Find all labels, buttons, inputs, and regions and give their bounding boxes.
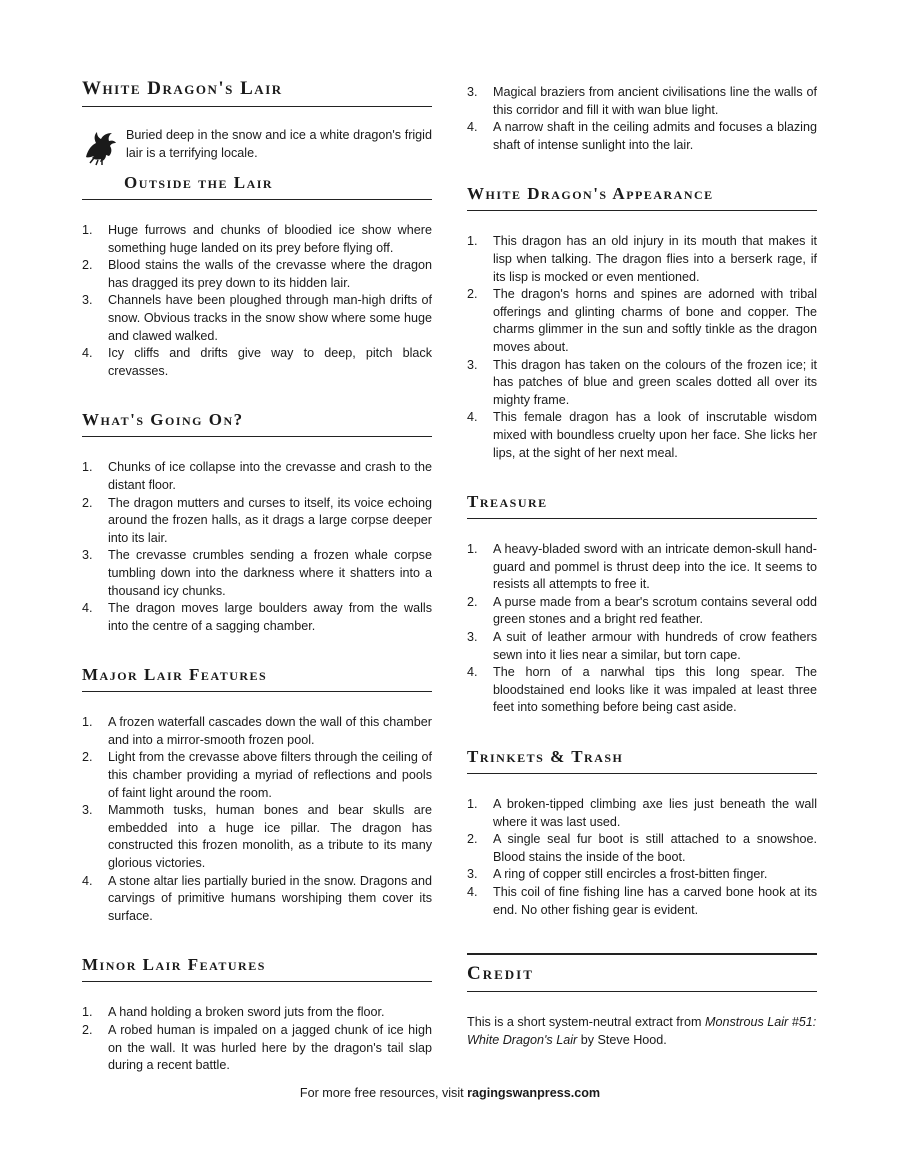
left-column — [82, 78, 432, 1075]
appearance-heading: White Dragon's Appearance — [467, 184, 817, 211]
list-item: 2. Light from the crevasse above filters through the ceiling of this chamber providing a myriad of reflections and pools of faint light around the room. — [82, 750, 432, 800]
footer-link[interactable]: ragingswanpress.com — [467, 1086, 601, 1100]
minor-lair-features-list — [82, 1004, 432, 1074]
major-lair-features-list — [82, 714, 432, 925]
list-item: 2. Blood stains the walls of the crevasse where the dragon has dragged its prey down to its hidden lair. — [82, 258, 432, 290]
list-item: 1. A heavy-bladed sword with an intricate demon-skull hand-guard and pommel is thrust deep into the ice. It seems to resists all attempts to free it. — [467, 542, 817, 592]
list-item: 1. This dragon has an old injury in its mouth that makes it lisp when talking. The dragon flies into a berserk rage, if its lisp is mocked or even mentioned. — [467, 234, 817, 284]
list-item: 2. A purse made from a bear's scrotum contains several odd green stones and a bright red feather. — [467, 594, 817, 627]
treasure-list — [467, 541, 817, 717]
list-item: 2. A single seal fur boot is still attached to a snowshoe. Blood stains the inside of the boot. — [467, 832, 817, 864]
page-title: White Dragon's Lair — [82, 78, 432, 107]
major-lair-features-heading: Major Lair Features — [82, 665, 432, 692]
list-item: 4. This female dragon has a look of inscrutable wisdom mixed with boundless cruelty upon her face. She licks her lips, at the sight of her next meal. — [467, 410, 817, 460]
trinkets-trash-list — [467, 796, 817, 919]
list-item: 3. Mammoth tusks, human bones and bear skulls are embedded into a huge ice pillar. The dragon has constructed this frozen monolith, as a tribute to its many glorious victories. — [82, 803, 432, 871]
list-item: 2. A robed human is impaled on a jagged chunk of ice high on the wall. It was hurled here by the dragon's tail slap during a recent battle. — [82, 1023, 432, 1073]
minor-lair-features-list-continued — [467, 84, 817, 154]
list-item: 3. Channels have been ploughed through man-high drifts of snow. Obvious tracks in the snow show where some huge and clawed walked. — [82, 293, 432, 343]
footer-text: For more free resources, visit — [299, 1086, 468, 1100]
list-item: 4. The dragon moves large boulders away from the walls into the centre of a sagging chamber. — [82, 601, 432, 633]
list-item: 3. Magical braziers from ancient civilisations line the walls of this corridor and fill it with wan blue light. — [467, 85, 817, 117]
dragon-emblem-icon — [82, 127, 118, 167]
right-column — [467, 84, 817, 1062]
outside-lair-list — [82, 222, 432, 380]
list-item: 2. The dragon's horns and spines are adorned with tribal offerings and glinting charms of bone and copper. The charms glimmer in the sun and softly tinkle as the dragon moves about. — [467, 287, 817, 354]
outside-lair-heading: Outside the Lair — [82, 173, 432, 200]
list-item: 3. The crevasse crumbles sending a frozen whale corpse tumbling down into the darkness where it shatters into a thousand icy chunks. — [82, 548, 432, 598]
treasure-heading: Treasure — [467, 492, 817, 519]
list-item: 1. A frozen waterfall cascades down the wall of this chamber and into a mirror-smooth frozen pool. — [82, 715, 432, 747]
list-item: 1. Chunks of ice collapse into the crevasse and crash to the distant floor. — [82, 460, 432, 492]
credit-heading: Credit — [467, 953, 817, 992]
whats-going-on-list — [82, 459, 432, 635]
list-item: 4. Icy cliffs and drifts give way to deep, pitch black crevasses. — [82, 346, 432, 378]
minor-lair-features-heading: Minor Lair Features — [82, 955, 432, 982]
credit-book-title: Monstrous Lair #51: White Dragon's Lair — [467, 1015, 817, 1047]
list-item: 2. The dragon mutters and curses to itself, its voice echoing around the frozen halls, as it drags a large corpse deeper into its lair. — [82, 495, 432, 545]
intro-text: Buried deep in the snow and ice a white dragon's frigid lair is a terrifying locale. — [126, 128, 432, 160]
whats-going-on-heading: What's Going On? — [82, 410, 432, 437]
footer — [0, 1086, 900, 1100]
list-item: 1. A broken-tipped climbing axe lies just beneath the wall where it was last used. — [467, 797, 817, 829]
list-item: 1. Huge furrows and chunks of bloodied ice show where something huge landed on its prey before flying off. — [82, 223, 432, 255]
list-item: 3. A suit of leather armour with hundreds of crow feathers sewn into it lies near a similar, but torn cape. — [467, 630, 817, 662]
credit-text: This is a short system-neutral extract from Monstrous Lair #51: White Dragon's Lair by Steve Hood. — [467, 1015, 817, 1047]
trinkets-trash-heading: Trinkets & Trash — [467, 747, 817, 774]
list-item: 4. This coil of fine fishing line has a carved bone hook at its end. No other fishing gear is evident. — [467, 885, 817, 917]
list-item: 4. The horn of a narwhal tips this long spear. The bloodstained end looks like it was impaled at least three feet into something before being cast aside. — [467, 665, 817, 715]
intro-block — [82, 127, 432, 167]
list-item: 1. A hand holding a broken sword juts from the floor. — [82, 1005, 385, 1020]
list-item: 4. A stone altar lies partially buried in the snow. Dragons and carvings of primitive humans worshiping them cover its surface. — [82, 873, 432, 923]
list-item: 4. A narrow shaft in the ceiling admits and focuses a blazing shaft of intense sunlight into the lair. — [467, 120, 817, 152]
list-item: 3. A ring of copper still encircles a frost-bitten finger. — [467, 867, 768, 882]
appearance-list — [467, 233, 817, 462]
list-item: 3. This dragon has taken on the colours of the frozen ice; it has patches of blue and green scales dotted all over its mighty frame. — [467, 357, 817, 407]
